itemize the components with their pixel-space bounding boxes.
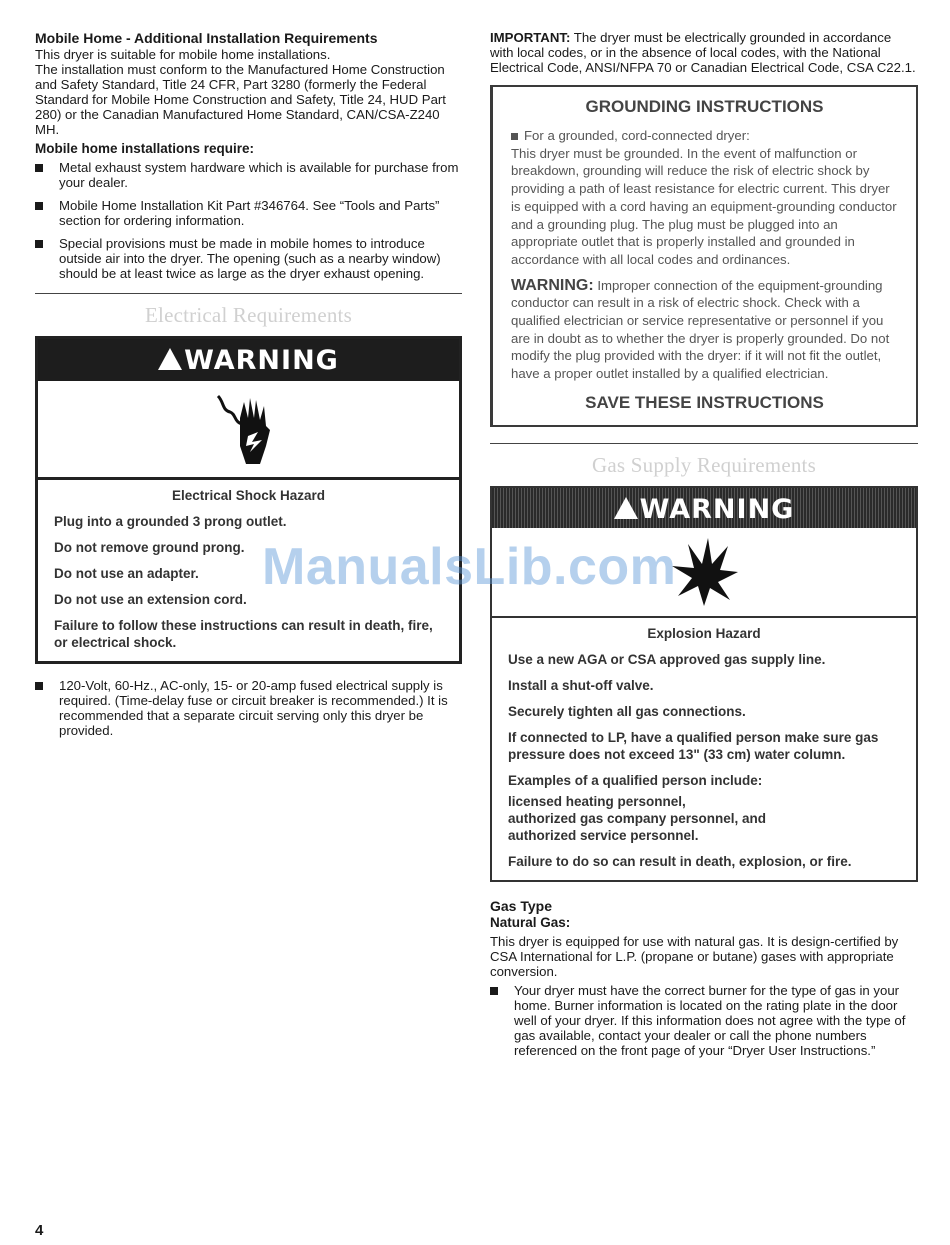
gas-type-heading: Gas Type	[490, 897, 552, 914]
explosion-icon	[492, 528, 916, 618]
list-item: Metal exhaust system hardware which is available for purchase from your dealer.	[35, 160, 462, 190]
warning-triangle-icon	[614, 497, 638, 519]
warning-line: Examples of a qualified person include:	[508, 772, 763, 788]
warning-banner: WARNING	[492, 488, 916, 528]
warning-banner: WARNING	[38, 339, 459, 381]
warning-line: If connected to LP, have a qualified person make sure gas pressure does not exceed 13" (33 cm) water column.	[508, 729, 879, 762]
bullet-icon	[511, 133, 518, 140]
warning-line: Failure to follow these instructions can result in death, fire, or electrical shock.	[54, 618, 433, 650]
grounding-bullet: For a grounded, cord-connected dryer:	[511, 127, 898, 145]
mobile-home-heading: Mobile Home - Additional Installation Requirements	[35, 30, 378, 46]
warning-line: Use a new AGA or CSA approved gas supply line.	[508, 651, 826, 667]
grounding-instructions-box	[490, 85, 918, 427]
list-item: Your dryer must have the correct burner for the type of gas in your home. Burner information is located on the rating plate in the door well of your dryer. If this information does not agree with the type of gas available, contact your dealer or call the phone numbers referenced on the front page of your “Dryer User Instructions.”	[490, 983, 918, 1058]
warning-text	[38, 480, 459, 661]
grounding-paragraph: This dryer must be grounded. In the event of malfunction or breakdown, grounding will reduce the risk of electric shock by providing a path of least resistance for electric current. This dryer is equipped with a cord having an equipment-grounding conductor and a grounding plug. The plug must be plugged into an appropriate outlet that is properly installed and grounded in accordance with all local codes and ordinances.	[511, 145, 897, 267]
electrical-requirements-heading: Electrical Requirements	[145, 303, 352, 327]
hazard-title: Explosion Hazard	[647, 625, 761, 641]
electrical-bullet-list	[35, 678, 462, 738]
hazard-title: Electrical Shock Hazard	[171, 488, 326, 503]
warning-line: Failure to do so can result in death, explosion, or fire.	[508, 853, 852, 869]
warning-line: Install a shut-off valve.	[508, 677, 654, 693]
warning-text	[492, 618, 916, 880]
gas-type-paragraph: This dryer is equipped for use with natural gas. It is design-certified by CSA International for L.P. (propane or butane) gases with appropriate conversion.	[490, 933, 899, 979]
bullet-icon	[35, 682, 43, 690]
warning-line: Plug into a grounded 3 prong outlet.	[54, 514, 287, 529]
gas-warning-box	[490, 486, 918, 882]
gas-supply-heading: Gas Supply Requirements	[592, 452, 816, 477]
warning-triangle-icon	[158, 348, 182, 370]
important-note: IMPORTANT: The dryer must be electrically grounded in accordance with local codes, or in the absence of local codes, with the National Electrical Code, ANSI/NFPA 70 or Canadian Electrical Code, CSA C22.1.	[490, 30, 916, 75]
divider	[35, 293, 462, 294]
list-item: Mobile Home Installation Kit Part #346764. See “Tools and Parts” section for ordering information.	[35, 198, 462, 228]
bullet-icon	[35, 164, 43, 172]
divider	[490, 443, 918, 444]
left-column	[35, 30, 462, 746]
natural-gas-subheading: Natural Gas:	[490, 914, 571, 930]
mobile-intro-2: The installation must conform to the Manufactured Home Construction and Safety Standard, Title 24 CFR, Part 3280 (formerly the Federal Standard for Mobile Home Construction and Safety, Title 24, HUD Part 280) or the Canadian Manufactured Home Standard, CAN/CSA-Z240 MH.	[35, 62, 446, 137]
mobile-bullet-list	[35, 160, 462, 281]
warning-line: Do not use an adapter.	[54, 566, 199, 581]
save-instructions: SAVE THESE INSTRUCTIONS	[585, 392, 824, 412]
mobile-intro-1: This dryer is suitable for mobile home installations.	[35, 47, 331, 62]
grounding-warning: WARNING: Improper connection of the equipment-grounding conductor can result in a risk of electric shock. Check with a qualified electrician or service representative or personnel if you are in doubt as to whether the dryer is properly grounded. Do not modify the plug provided with the dryer: if it will not fit the outlet, have a proper outlet installed by a qualified electrician.	[511, 276, 890, 382]
bullet-icon	[35, 240, 43, 248]
watermark: ManualsLib.com	[262, 538, 677, 596]
list-item: Special provisions must be made in mobile homes to introduce outside air into the dryer. The opening (such as a nearby window) should be at least twice as large as the dryer exhaust opening.	[35, 236, 462, 281]
bullet-icon	[490, 987, 498, 995]
gas-bullet-list	[490, 983, 918, 1058]
warning-line: licensed heating personnel, authorized gas company personnel, and authorized service personnel.	[508, 793, 767, 843]
bullet-icon	[35, 202, 43, 210]
electric-shock-hand-icon	[38, 381, 459, 480]
list-item: 120-Volt, 60-Hz., AC-only, 15- or 20-amp fused electrical supply is required. (Time-delay fuse or circuit breaker is recommended.) It is recommended that a separate circuit serving only this dryer be provided.	[35, 678, 462, 738]
right-column	[490, 30, 918, 1066]
page-number: 4	[35, 1222, 44, 1239]
warning-line: Securely tighten all gas connections.	[508, 703, 746, 719]
warning-line: Do not remove ground prong.	[54, 540, 245, 555]
gas-type-section	[490, 898, 918, 1058]
electrical-warning-box	[35, 336, 462, 664]
grounding-title: GROUNDING INSTRUCTIONS	[585, 97, 824, 116]
warning-line: Do not use an extension cord.	[54, 592, 247, 607]
mobile-subheading: Mobile home installations require:	[35, 141, 255, 156]
